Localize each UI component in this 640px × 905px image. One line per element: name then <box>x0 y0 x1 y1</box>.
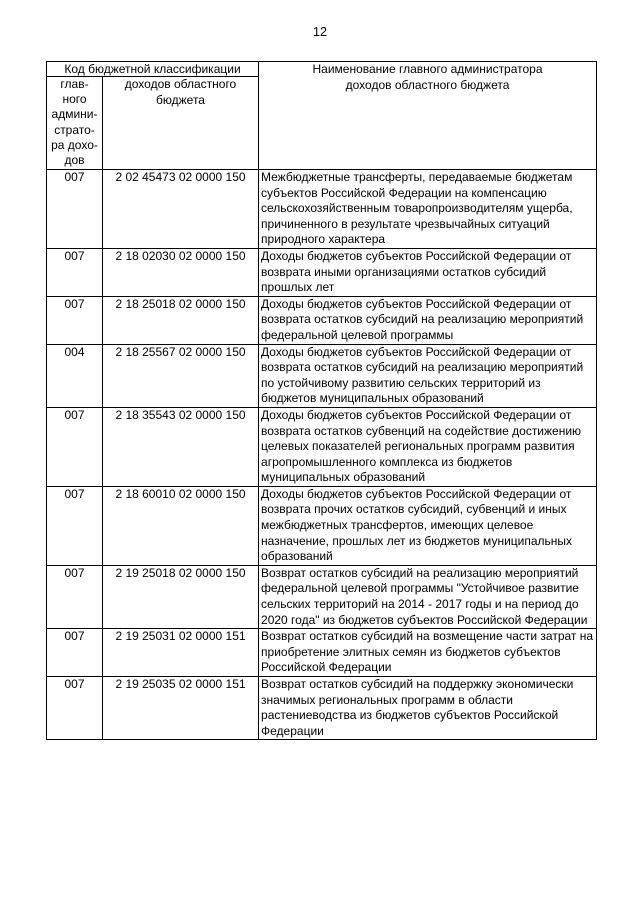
revenue-code-cell: 2 18 25567 02 0000 150 <box>103 344 259 407</box>
table-row <box>47 248 597 296</box>
revenue-name-cell: Межбюджетные трансферты, передаваемые бюджетам субъектов Российской Федерации на компенсацию сельскохозяйственным товаропроизводителям ущерба, причиненного в результате чрезвычайных ситуаций природного характера <box>259 170 597 249</box>
administrator-name-header-text: Наименование главного администратора доходов областного бюджета <box>312 62 543 92</box>
administrator-code-cell: 007 <box>47 407 103 486</box>
main-administrator-header-text: глав- ного админи- страто- ра дохо- дов <box>51 77 98 168</box>
table-row <box>47 344 597 407</box>
revenue-name-cell: Доходы бюджетов субъектов Российской Федерации от возврата остатков субсидий на реализацию мероприятий федеральной целевой программы <box>259 296 597 344</box>
revenue-name-cell: Доходы бюджетов субъектов Российской Федерации от возврата остатков субвенций на содействие достижению целевых показателей региональных программ развития агропромышленного комплекса из бюджетов муниципальных образований <box>259 407 597 486</box>
table-row <box>47 565 597 628</box>
revenue-name-cell: Доходы бюджетов субъектов Российской Федерации от возврата прочих остатков субсидий, субвенций и иных межбюджетных трансфертов, имеющих целевое назначение, прошлых лет из бюджетов муниципальных образований <box>259 486 597 565</box>
revenue-code-cell: 2 19 25031 02 0000 151 <box>103 629 259 677</box>
revenue-name-cell: Возврат остатков субсидий на реализацию мероприятий федеральной целевой программы "Устойчивое развитие сельских территорий на 2014 - 2017 годы и на период до 2020 года" из бюджетов субъектов Российской Федерации <box>259 565 597 628</box>
revenue-code-cell: 2 19 25035 02 0000 151 <box>103 677 259 740</box>
revenue-name-cell: Возврат остатков субсидий на возмещение части затрат на приобретение элитных семян из бюджетов субъектов Российской Федерации <box>259 629 597 677</box>
administrator-name-header <box>259 62 597 170</box>
revenue-name-cell: Доходы бюджетов субъектов Российской Федерации от возврата иными организациями остатков субсидий прошлых лет <box>259 248 597 296</box>
budget-classification-code-header: Код бюджетной классификации <box>47 62 259 77</box>
table-row <box>47 486 597 565</box>
administrator-code-cell: 007 <box>47 248 103 296</box>
table-row <box>47 296 597 344</box>
revenue-code-cell: 2 18 02030 02 0000 150 <box>103 248 259 296</box>
table-row <box>47 407 597 486</box>
revenue-code-cell: 2 18 35543 02 0000 150 <box>103 407 259 486</box>
page-number: 12 <box>313 25 327 39</box>
revenue-code-cell: 2 02 45473 02 0000 150 <box>103 170 259 249</box>
budget-classification-table <box>46 61 597 740</box>
table-header <box>47 62 597 170</box>
administrator-code-cell: 007 <box>47 296 103 344</box>
regional-revenue-code-header-text: доходов областного бюджета <box>124 77 237 107</box>
administrator-code-cell: 007 <box>47 486 103 565</box>
administrator-code-cell: 004 <box>47 344 103 407</box>
table-row <box>47 677 597 740</box>
revenue-code-cell: 2 18 25018 02 0000 150 <box>103 296 259 344</box>
table-body <box>47 170 597 740</box>
administrator-code-cell: 007 <box>47 170 103 249</box>
table-row <box>47 170 597 249</box>
header-row-group <box>47 62 597 77</box>
revenue-code-cell: 2 18 60010 02 0000 150 <box>103 486 259 565</box>
revenue-name-cell: Доходы бюджетов субъектов Российской Федерации от возврата остатков субсидий на реализацию мероприятий по устойчивому развитию сельских территорий из бюджетов муниципальных образований <box>259 344 597 407</box>
administrator-code-cell: 007 <box>47 565 103 628</box>
table-row <box>47 629 597 677</box>
revenue-name-cell: Возврат остатков субсидий на поддержку экономически значимых региональных программ в области растениеводства из бюджетов субъектов Российской Федерации <box>259 677 597 740</box>
regional-revenue-code-header <box>103 77 259 170</box>
administrator-code-cell: 007 <box>47 677 103 740</box>
administrator-code-cell: 007 <box>47 629 103 677</box>
revenue-code-cell: 2 19 25018 02 0000 150 <box>103 565 259 628</box>
main-administrator-header <box>47 77 103 170</box>
